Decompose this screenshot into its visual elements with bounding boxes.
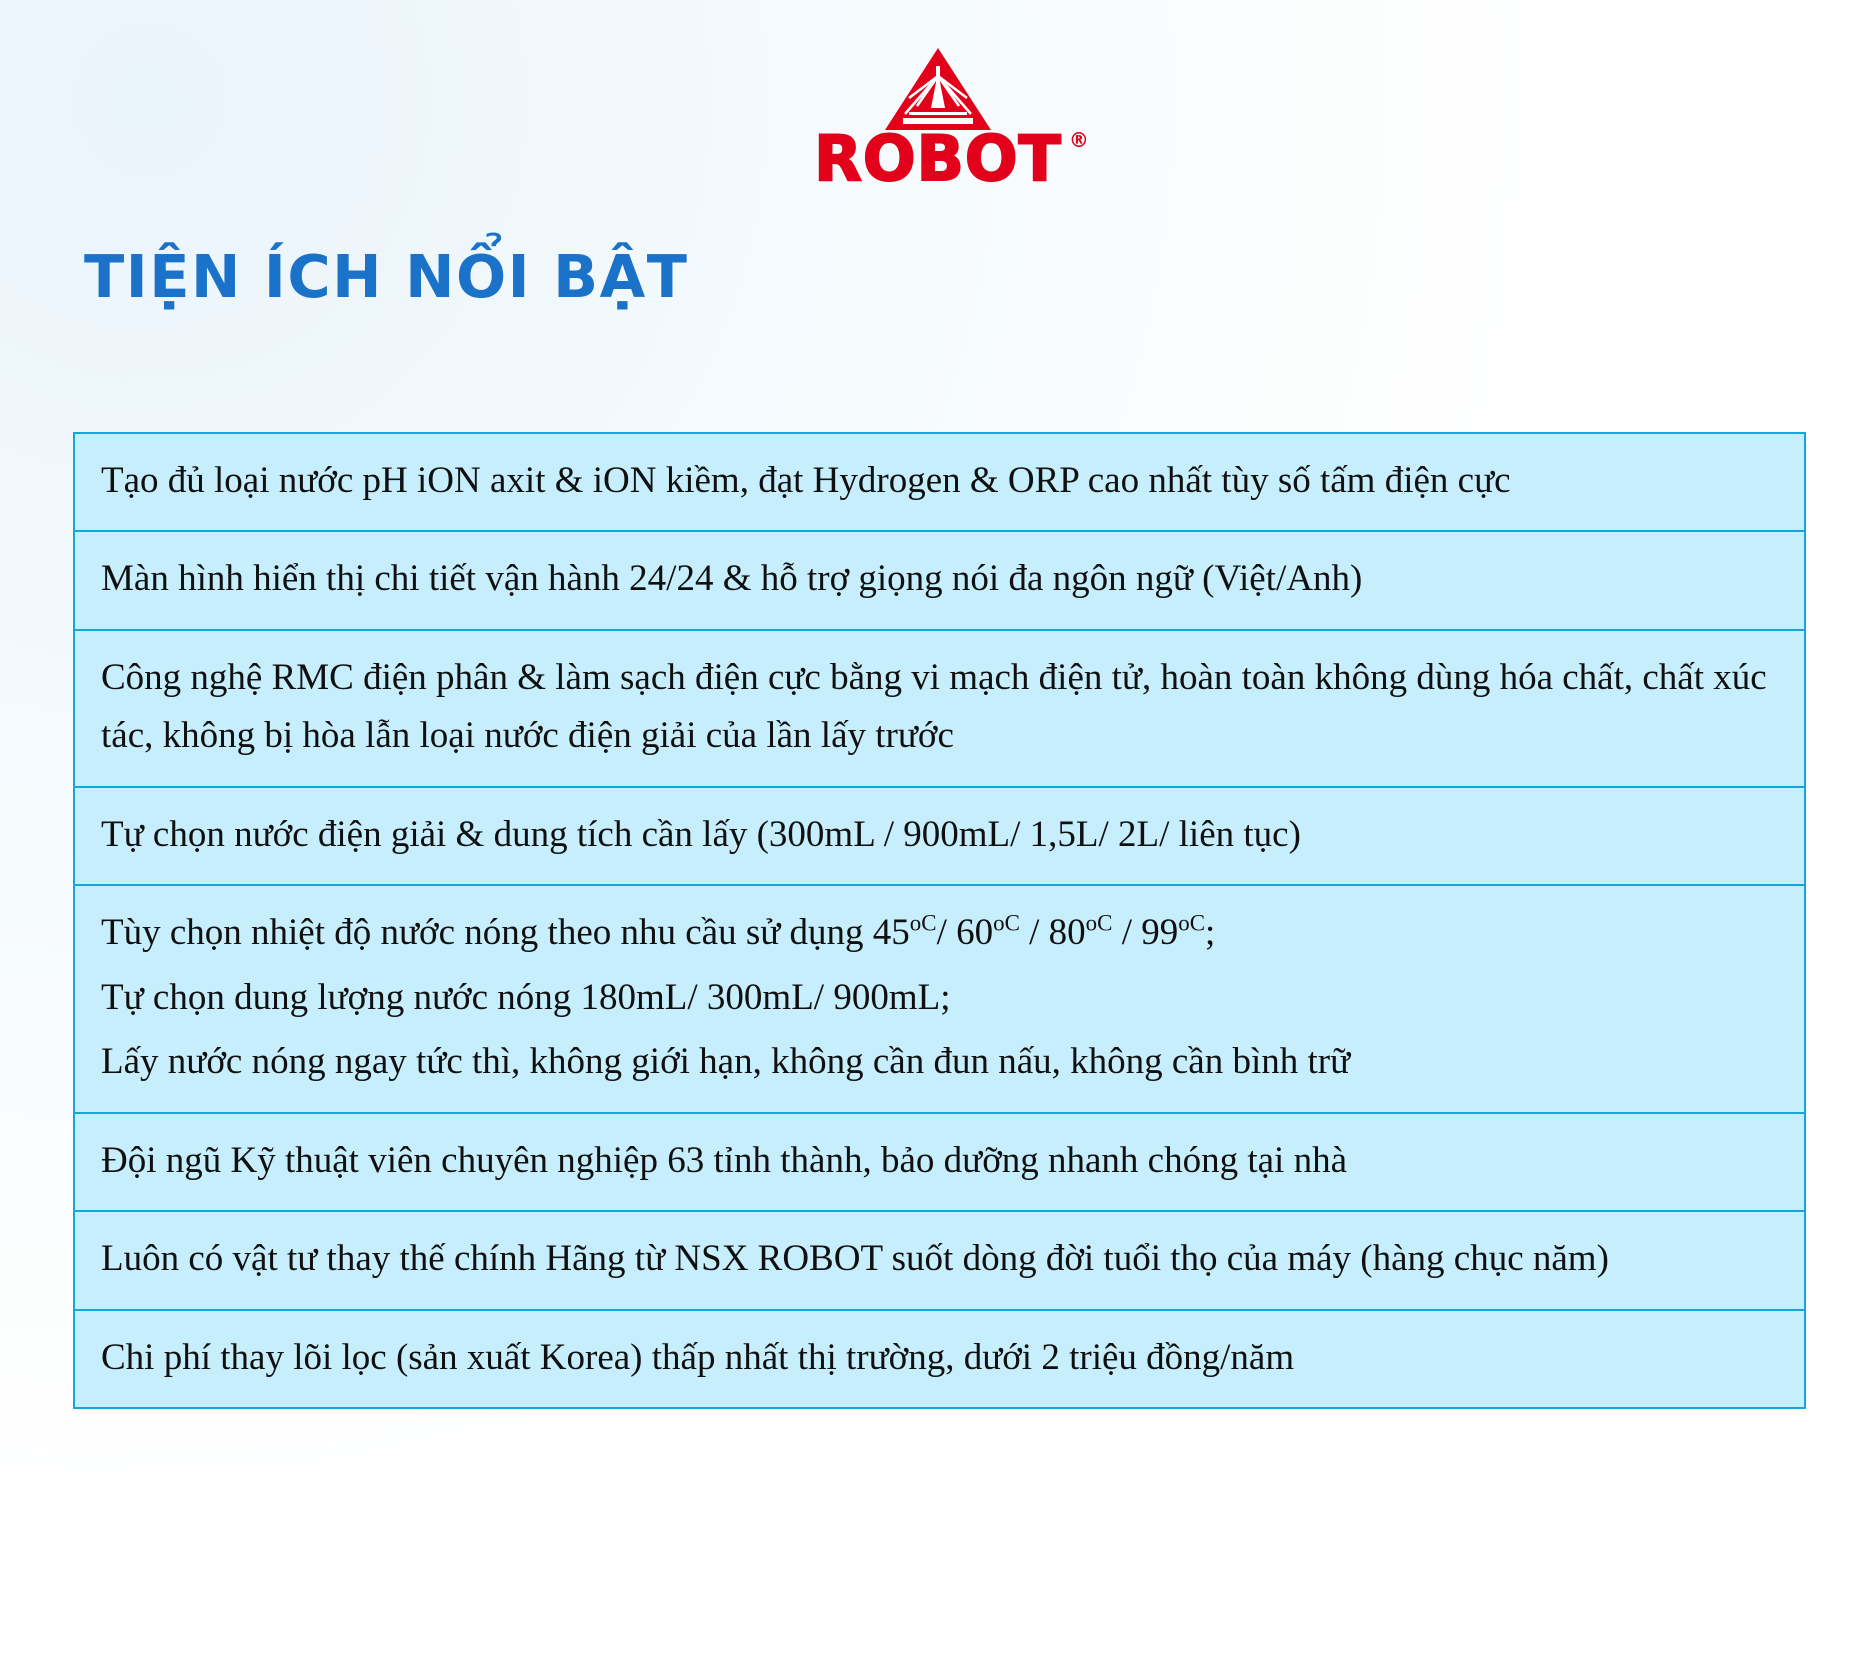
brand-logo xyxy=(0,46,1876,195)
feature-text-temperature: Tùy chọn nhiệt độ nước nóng theo nhu cầu sử dụng $45^{oC}/$ $60^{oC} / 80^{oC} / 99^{oC}$; xyxy=(101,910,1216,954)
feature-text: Màn hình hiển thị chi tiết vận hành 24/24 & hỗ trợ giọng nói đa ngôn ngữ (Việt/Anh) xyxy=(101,558,1363,600)
table-row xyxy=(75,631,1804,788)
brand-wordmark-text: ROBOT xyxy=(814,122,1062,195)
feature-text-instant: Lấy nước nóng ngay tức thì, không giới hạn, không cần đun nấu, không cần bình trữ xyxy=(101,1041,1351,1083)
feature-text: Luôn có vật tư thay thế chính Hãng từ NSX ROBOT suốt dòng đời tuổi thọ của máy (hàng chục năm) xyxy=(101,1238,1609,1280)
features-table xyxy=(73,432,1806,1409)
robot-sunburst-icon xyxy=(879,46,997,132)
registered-mark: ® xyxy=(1068,128,1090,152)
table-row xyxy=(75,532,1804,630)
table-row xyxy=(75,788,1804,886)
feature-text-volume: Tự chọn dung lượng nước nóng 180mL/ 300mL/ 900mL; xyxy=(101,976,951,1018)
feature-text: Chi phí thay lõi lọc (sản xuất Korea) thấp nhất thị trường, dưới 2 triệu đồng/năm xyxy=(101,1336,1295,1378)
table-row xyxy=(75,434,1804,532)
feature-text: Tự chọn nước điện giải & dung tích cần lấy (300mL / 900mL/ 1,5L/ 2L/ liên tục) xyxy=(101,813,1301,855)
brand-wordmark xyxy=(814,122,1090,195)
page-title: TIỆN ÍCH NỔI BẬT xyxy=(84,242,689,311)
table-row xyxy=(75,1212,1804,1310)
feature-text: Công nghệ RMC điện phân & làm sạch điện cực bằng vi mạch điện tử, hoàn toàn không dùng hóa chất, chất xúc tác, không bị hòa lẫn loại nước điện giải của lần lấy trước xyxy=(101,656,1776,757)
table-row xyxy=(75,1311,1804,1407)
table-row xyxy=(75,1114,1804,1212)
table-row xyxy=(75,886,1804,1113)
feature-text: Đội ngũ Kỹ thuật viên chuyên nghiệp 63 tỉnh thành, bảo dưỡng nhanh chóng tại nhà xyxy=(101,1139,1348,1181)
feature-text: Tạo đủ loại nước pH iON axit & iON kiềm, đạt Hydrogen & ORP cao nhất tùy số tấm điện cực xyxy=(101,460,1511,501)
